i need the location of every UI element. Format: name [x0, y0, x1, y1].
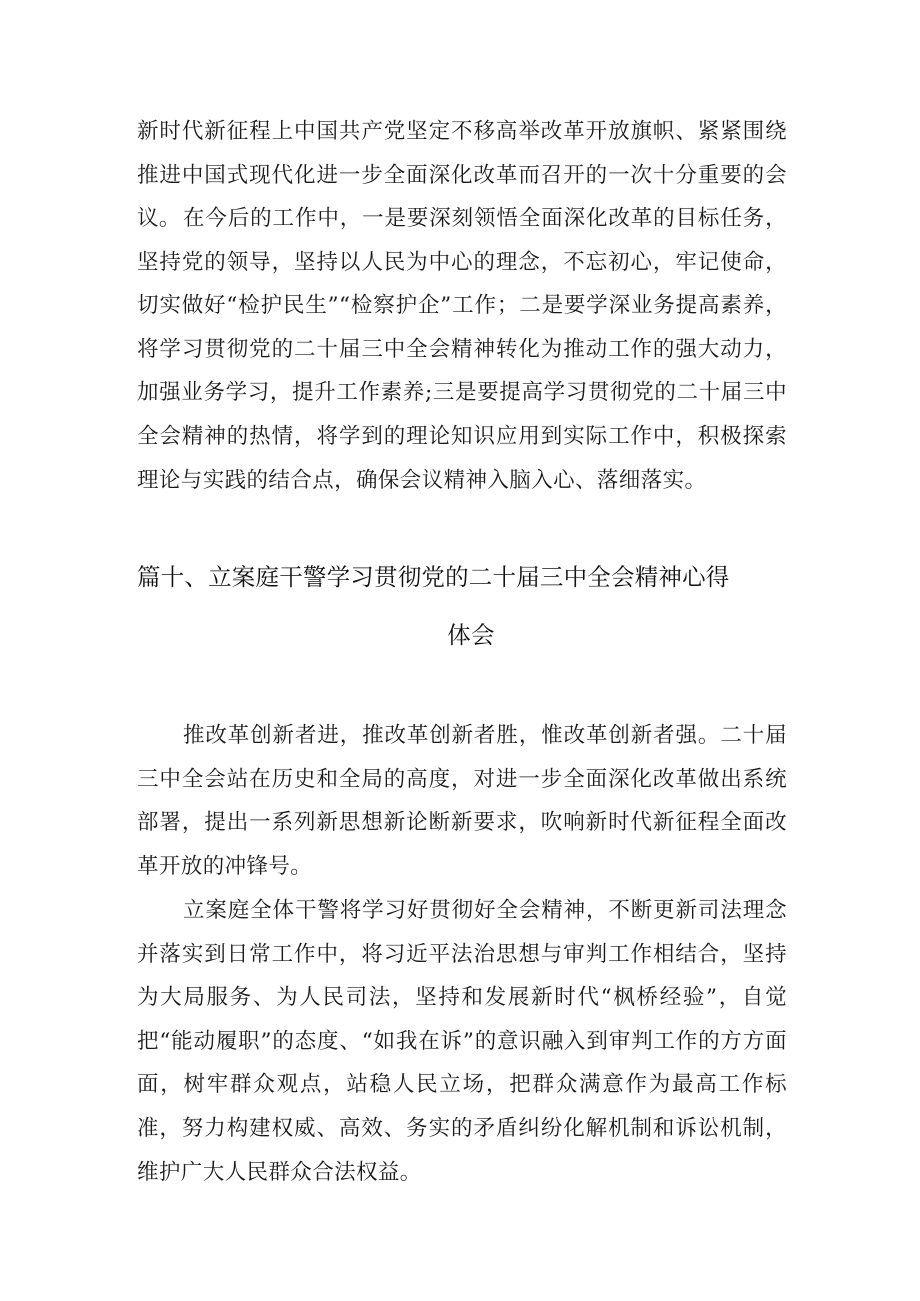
paragraph-continued: 新时代新征程上中国共产党坚定不移高举改革开放旗帜、紧紧围绕推进中国式现代化进一步全面深化改革而召开的一次十分重要的会议。 — [137, 119, 787, 232]
paragraph-future-work: 在今后的工作中，一是要深刻领悟全面深化改革的目标任务，坚持党的领导，坚持以人民为中心的理念，不忘初心，牢记使命，切实做好“检护民生”“检察护企”工作；二是要学深业务提高素养，将学习贯彻党的二十届三中全会精神转化为推动工作的强大动力，加强业务学习，提升工作素养;三是要提高学习贯彻党的二十届三中全会精神的热情，将学到的理论知识应用到实际工作中，积极探索理论与实践的结合点，确保会议精神入脑入心、落细落实。 — [137, 206, 787, 493]
section-heading-line1: 篇十、立案庭干警学习贯彻党的二十届三中全会精神心得 — [137, 563, 730, 591]
section-heading-line2: 体会 — [447, 621, 495, 649]
paragraph-filing-division: 立案庭全体干警将学习好贯彻好全会精神，不断更新司法理念并落实到日常工作中，将习近平法治思想与审判工作相结合，坚持为大局服务、为人民司法，坚持和发展新时代“枫桥经验”，自觉把“能动履职”的态度、“如我在诉”的意识融入到审判工作的方方面面，树牢群众观点，站稳人民立场，把群众满意作为最高工作标准，努力构建权威、高效、务实的矛盾纠纷化解机制和诉讼机制，维护广大人民群众合法权益。 — [137, 898, 787, 1185]
paragraph-reform-innovation: 推改革创新者进，推改革创新者胜，惟改革创新者强。二十届三中全会站在历史和全局的高度，对进一步全面深化改革做出系统部署，提出一系列新思想新论断新要求，吹响新时代新征程全面改革开放的冲锋号。 — [137, 723, 787, 879]
section-heading — [137, 548, 787, 664]
